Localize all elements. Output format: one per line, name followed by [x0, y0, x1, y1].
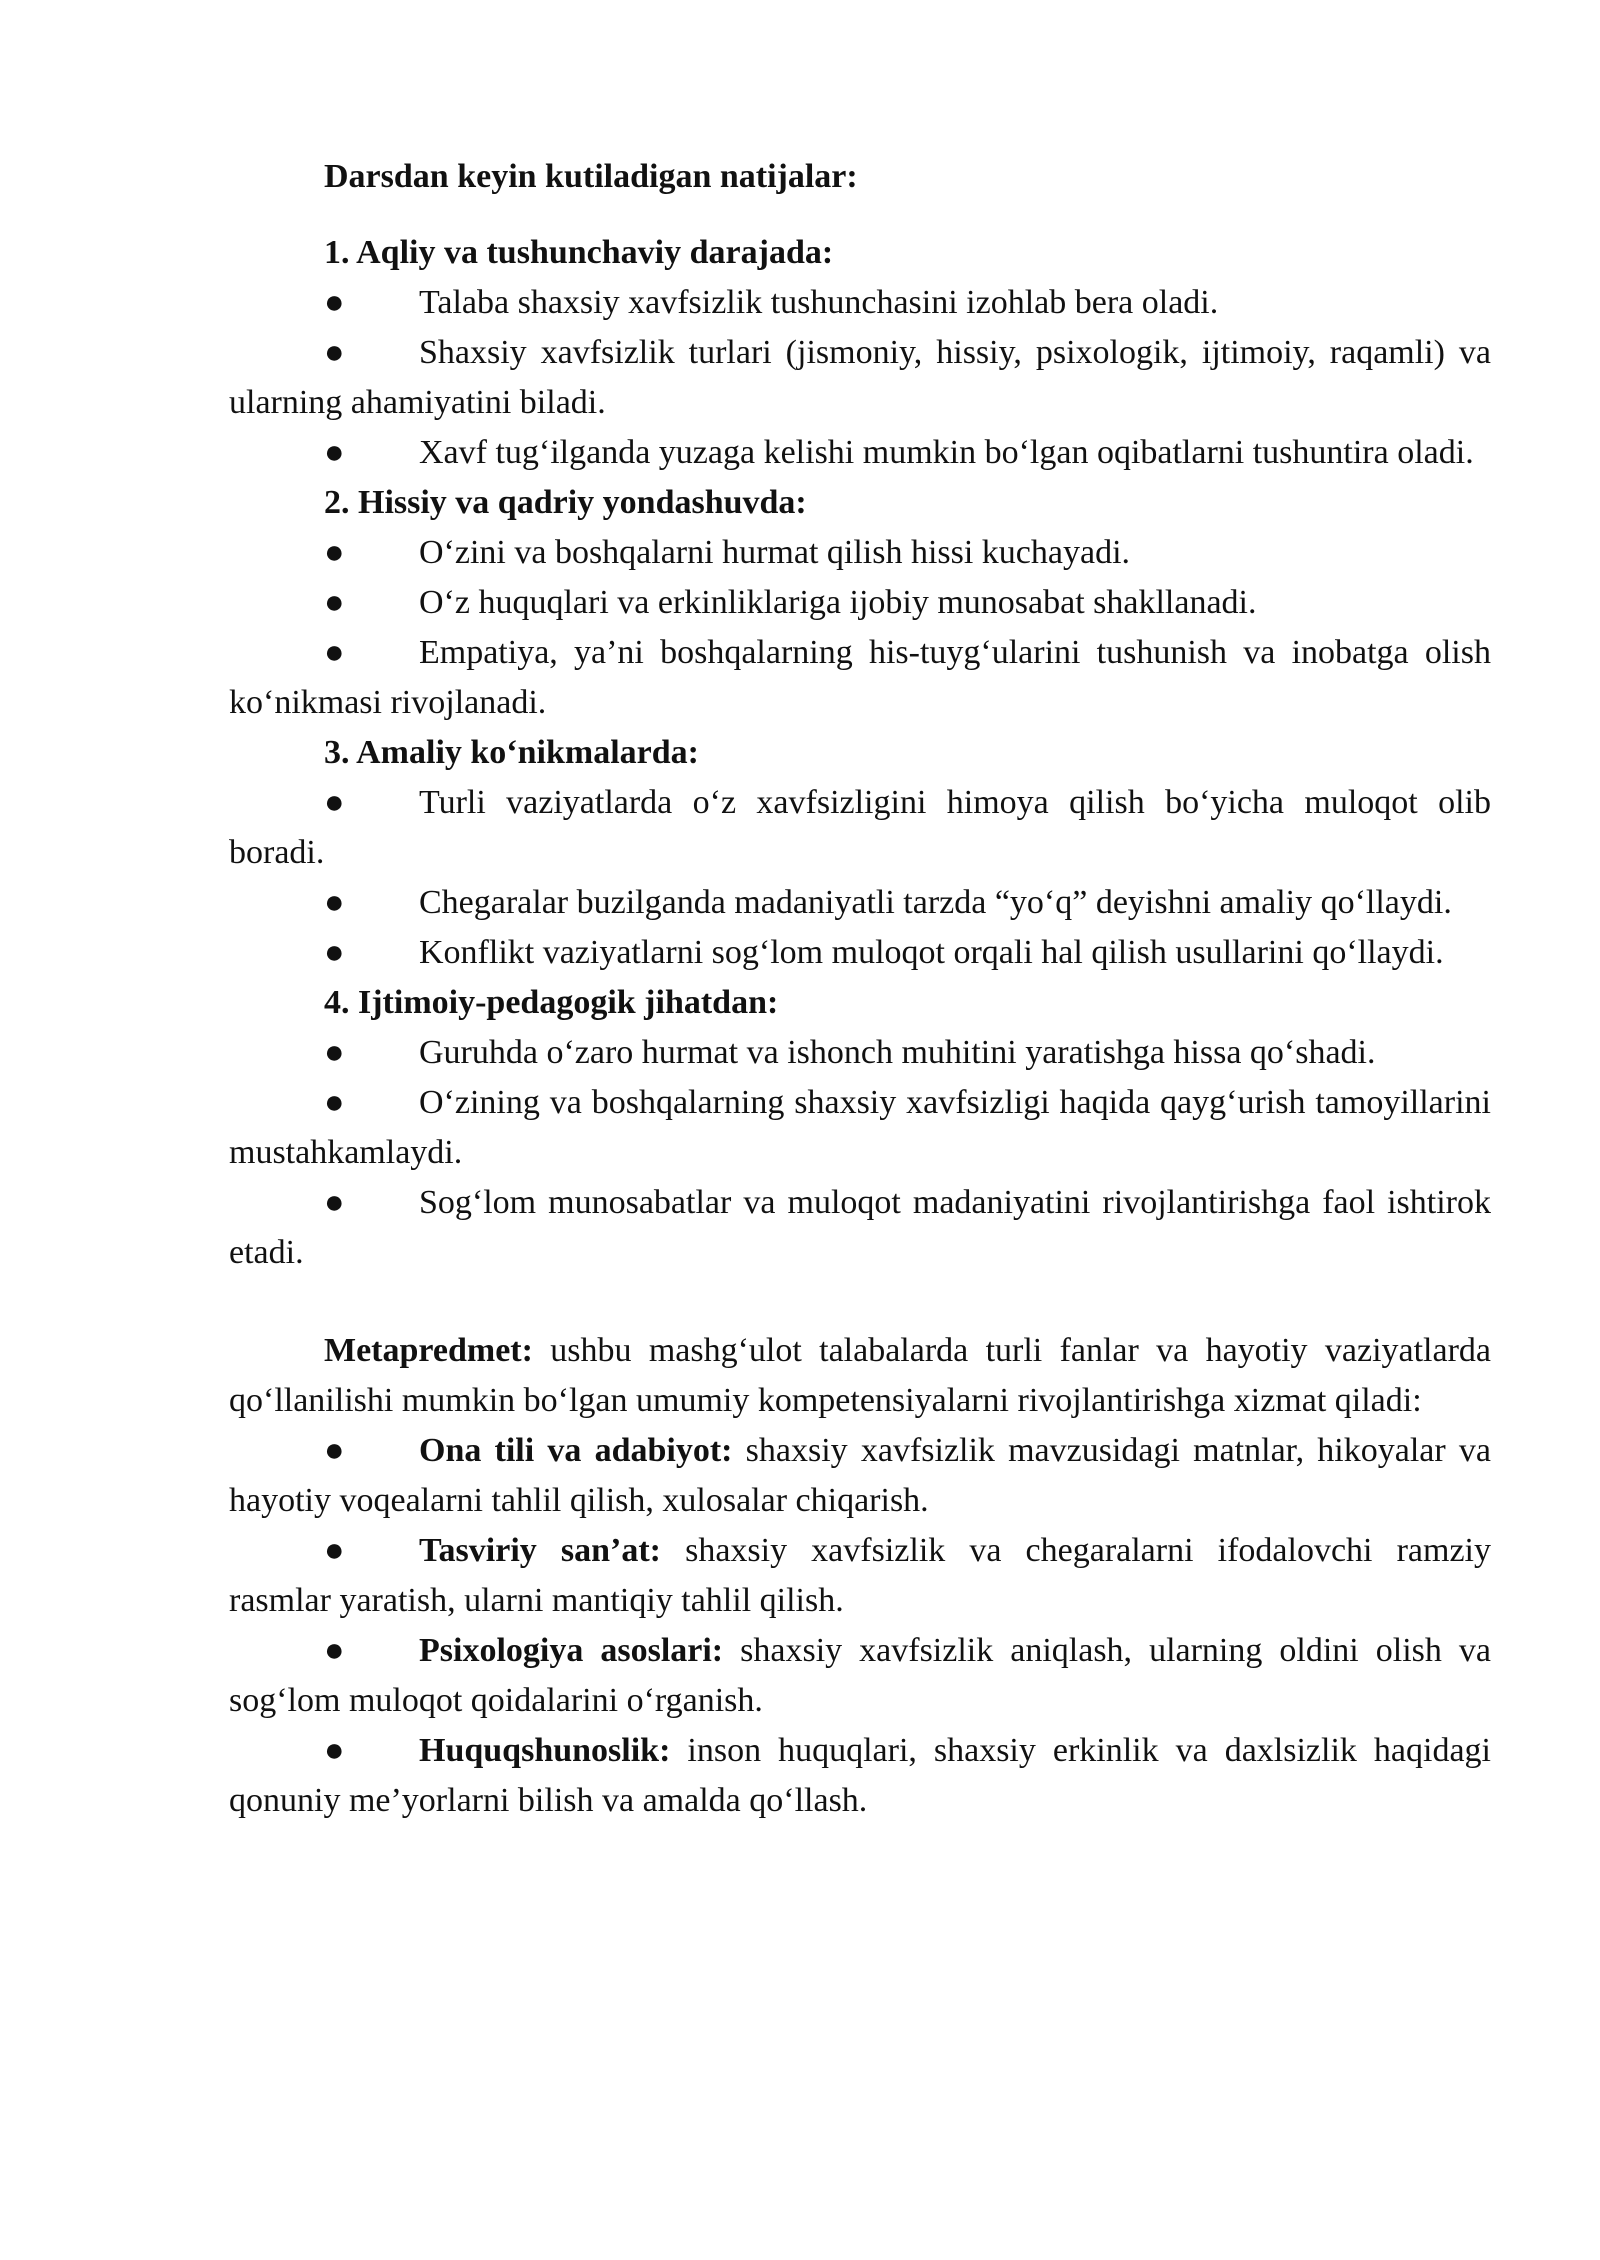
list-item: [229, 1078, 1491, 1178]
bullet-icon: ●: [324, 634, 345, 671]
list-item: [229, 428, 1491, 478]
bullet-icon: ●: [324, 1532, 345, 1569]
metapredmet-paragraph: [229, 1326, 1491, 1426]
subject-text: shaxsiy xavfsizlik mavzusidagi matnlar, hikoyalar va hayotiy voqealarni tahlil qilish, xulosalar chiqarish.: [229, 1432, 1491, 1519]
list-item: [229, 1028, 1491, 1078]
subject-label: Tasviriy san’at:: [419, 1532, 661, 1569]
list-item-text: Shaxsiy xavfsizlik turlari (jismoniy, hissiy, psixologik, ijtimoiy, raqamli) va ularning ahamiyatini biladi.: [229, 334, 1491, 421]
list-item: [229, 1626, 1491, 1726]
bullet-icon: ●: [324, 334, 345, 371]
metapredmet-label: Metapredmet:: [324, 1332, 533, 1369]
page-title: Darsdan keyin kutiladigan natijalar:: [324, 158, 858, 195]
list-item-text: Sog‘lom munosabatlar va muloqot madaniyatini rivojlantirishga faol ishtirok etadi.: [229, 1184, 1491, 1271]
bullet-icon: ●: [324, 934, 345, 971]
list-item: [229, 578, 1491, 628]
list-item-text: O‘zini va boshqalarni hurmat qilish hissi kuchayadi.: [419, 534, 1131, 571]
bullet-icon: ●: [324, 1632, 345, 1669]
bullet-icon: ●: [324, 434, 345, 471]
list-item: [229, 928, 1491, 978]
bullet-icon: ●: [324, 1732, 345, 1769]
list-item-text: O‘z huquqlari va erkinliklariga ijobiy munosabat shakllanadi.: [419, 584, 1257, 621]
section-heading: 4. Ijtimoiy-pedagogik jihatdan:: [324, 984, 779, 1021]
bullet-icon: ●: [324, 784, 345, 821]
subject-text: shaxsiy xavfsizlik aniqlash, ularning oldini olish va sog‘lom muloqot qoidalarini o‘rganish.: [229, 1632, 1491, 1719]
subject-label: Huquqshunoslik:: [419, 1732, 671, 1769]
list-item-text: Xavf tug‘ilganda yuzaga kelishi mumkin bo‘lgan oqibatlarni tushuntira oladi.: [419, 434, 1474, 471]
bullet-icon: ●: [324, 1432, 345, 1469]
list-item-text: O‘zining va boshqalarning shaxsiy xavfsizligi haqida qayg‘urish tamoyillarini mustahkamlaydi.: [229, 1084, 1491, 1171]
list-item: [229, 628, 1491, 728]
subject-text: shaxsiy xavfsizlik va chegaralarni ifodalovchi ramziy rasmlar yaratish, ularni mantiqiy tahlil qilish.: [229, 1532, 1491, 1619]
bullet-icon: ●: [324, 584, 345, 621]
metapredmet-text: ushbu mashg‘ulot talabalarda turli fanlar va hayotiy vaziyatlarda qo‘llanilishi mumkin bo‘lgan umumiy kompetensiyalarni rivojlantirishga xizmat qiladi:: [229, 1332, 1491, 1419]
bullet-icon: ●: [324, 1034, 345, 1071]
list-item: [229, 278, 1491, 328]
list-item: [229, 778, 1491, 878]
list-item-text: Talaba shaxsiy xavfsizlik tushunchasini izohlab bera oladi.: [419, 284, 1219, 321]
bullet-icon: ●: [324, 284, 345, 321]
section-heading: 1. Aqliy va tushunchaviy darajada:: [324, 234, 834, 271]
list-item-text: Empatiya, ya’ni boshqalarning his-tuyg‘ularini tushunish va inobatga olish ko‘nikmasi rivojlanadi.: [229, 634, 1491, 721]
section-heading: 3. Amaliy ko‘nikmalarda:: [324, 734, 699, 771]
list-item: [229, 528, 1491, 578]
section-heading: 2. Hissiy va qadriy yondashuvda:: [324, 484, 807, 521]
subject-text: inson huquqlari, shaxsiy erkinlik va daxlsizlik haqidagi qonuniy me’yorlarni bilish va amalda qo‘llash.: [229, 1732, 1491, 1819]
list-item-text: Guruhda o‘zaro hurmat va ishonch muhitini yaratishga hissa qo‘shadi.: [419, 1034, 1376, 1071]
list-item: [229, 1426, 1491, 1526]
bullet-icon: ●: [324, 534, 345, 571]
subject-label: Ona tili va adabiyot:: [419, 1432, 733, 1469]
list-item: [229, 1726, 1491, 1826]
list-item: [229, 328, 1491, 428]
list-item-text: Chegaralar buzilganda madaniyatli tarzda “yo‘q” deyishni amaliy qo‘llaydi.: [419, 884, 1452, 921]
list-item-text: Turli vaziyatlarda o‘z xavfsizligini himoya qilish bo‘yicha muloqot olib boradi.: [229, 784, 1491, 871]
list-item: [229, 1178, 1491, 1278]
subject-label: Psixologiya asoslari:: [419, 1632, 724, 1669]
list-item: [229, 1526, 1491, 1626]
list-item-text: Konflikt vaziyatlarni sog‘lom muloqot orqali hal qilish usullarini qo‘llaydi.: [419, 934, 1444, 971]
bullet-icon: ●: [324, 884, 345, 921]
bullet-icon: ●: [324, 1084, 345, 1121]
list-item: [229, 878, 1491, 928]
bullet-icon: ●: [324, 1184, 345, 1221]
document-body: [229, 152, 1491, 1826]
